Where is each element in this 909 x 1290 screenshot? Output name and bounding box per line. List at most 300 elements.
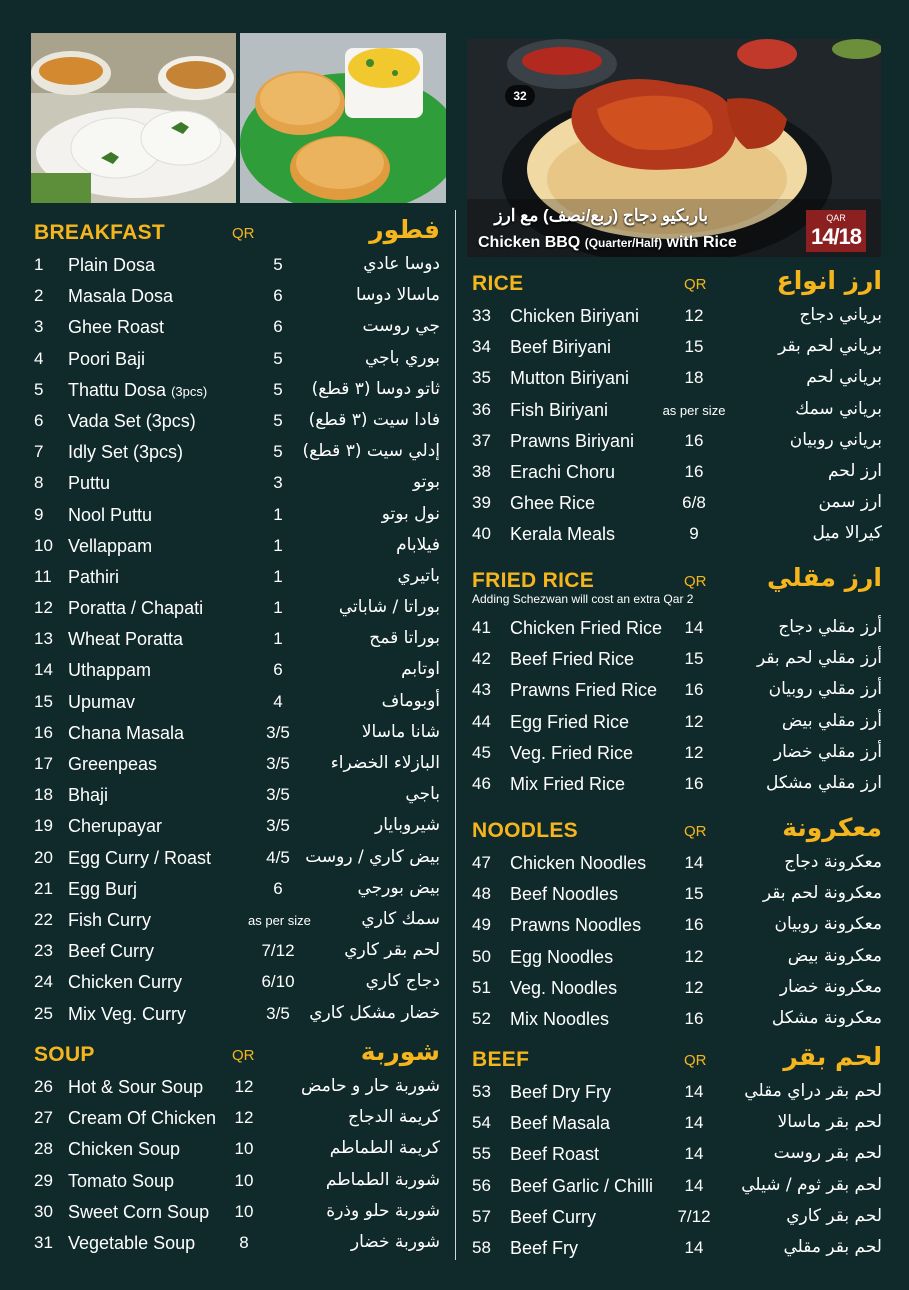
item-number: 24 — [34, 972, 53, 992]
item-name-ar: لحم بقر كاري — [786, 1205, 882, 1226]
menu-item — [472, 1138, 882, 1169]
featured-number-badge: 32 — [505, 85, 535, 107]
item-name-text: Tomato Soup — [68, 1170, 175, 1191]
item-name-text: Chicken Curry — [68, 972, 183, 993]
menu-item — [472, 674, 882, 705]
menu-item — [34, 966, 440, 997]
item-number: 31 — [34, 1232, 53, 1252]
menu-item — [34, 467, 440, 498]
item-name-text: Thattu Dosa — [68, 379, 167, 400]
item-name-text: Beef Fry — [510, 1237, 579, 1258]
item-name-text: Bhaji — [68, 785, 109, 806]
menu-item — [34, 561, 440, 592]
item-name — [510, 618, 662, 639]
menu-item — [472, 643, 882, 674]
item-price: 5 — [273, 442, 283, 462]
item-number: 50 — [472, 946, 491, 966]
item-number: 8 — [34, 473, 44, 493]
menu-item — [34, 374, 440, 405]
item-name-text: Cherupayar — [68, 816, 163, 837]
menu-item — [472, 1003, 882, 1034]
item-name-ar: برياني لحم بقر — [778, 336, 882, 357]
item-name-text: Prawns Fried Rice — [510, 680, 658, 701]
section-header — [472, 1042, 882, 1076]
item-name — [68, 941, 154, 962]
item-name-ar: معكرونة خضار — [779, 976, 882, 997]
item-name — [68, 255, 155, 276]
section-title-ar: فطور — [369, 215, 440, 244]
item-name-ar: باتيري — [397, 565, 440, 586]
item-name — [510, 337, 611, 358]
menu-items — [472, 847, 882, 1034]
item-name-text: Ghee Rice — [510, 493, 596, 514]
menu-item — [472, 425, 882, 456]
idly-sambar-photo — [31, 33, 236, 203]
item-name-ar: شوربة حلو وذرة — [326, 1200, 440, 1221]
item-price: 16 — [684, 915, 704, 935]
item-price: 5 — [273, 348, 283, 368]
item-name-text: Veg. Noodles — [510, 977, 618, 998]
menu-item — [34, 1227, 440, 1258]
item-number: 29 — [34, 1170, 53, 1190]
item-name-text: Beef Fried Rice — [510, 649, 635, 670]
item-name-text: Masala Dosa — [68, 286, 174, 307]
item-name-ar: دوسا عادي — [363, 254, 440, 274]
section-header — [472, 266, 882, 300]
item-price: 12 — [684, 977, 704, 997]
item-price: 6/8 — [682, 493, 706, 513]
menu-item — [472, 1170, 882, 1201]
item-name-text: Idly Set (3pcs) — [68, 442, 184, 463]
schezwan-note: Adding Schezwan will cost an extra Qar 2 — [472, 592, 694, 606]
item-name — [68, 754, 157, 775]
item-name-ar: شوربة خضار — [350, 1231, 440, 1252]
item-name — [510, 743, 633, 764]
item-name — [68, 972, 182, 993]
menu-item — [472, 847, 882, 878]
item-number: 25 — [34, 1003, 53, 1023]
item-name-text: Beef Noodles — [510, 884, 619, 905]
item-name — [510, 1082, 611, 1103]
item-price: 6 — [273, 286, 283, 306]
menu-item — [34, 343, 440, 374]
item-number: 42 — [472, 649, 491, 669]
item-number: 52 — [472, 1008, 491, 1028]
menu-item — [34, 654, 440, 685]
item-name-text: Mix Fried Rice — [510, 773, 626, 794]
item-price: 12 — [234, 1077, 254, 1096]
section-title-en: FRIED RICE — [472, 569, 595, 592]
section-header — [472, 813, 882, 847]
section-title-ar: ارز مقلي — [766, 563, 882, 592]
item-price: 16 — [684, 1008, 704, 1028]
item-name-ar: برياني دجاج — [799, 305, 882, 325]
menu-item — [472, 972, 882, 1003]
item-number: 9 — [34, 504, 44, 524]
menu-item — [472, 1232, 882, 1263]
item-number: 19 — [34, 816, 53, 836]
item-name-text: Upumav — [68, 691, 136, 712]
featured-title-ar: باربكيو دجاج (ربع/نصف) مع ارز — [494, 206, 708, 225]
item-name-ar: لحم بقر ماسالا — [777, 1112, 882, 1133]
item-name-ar: ارز سمن — [818, 492, 882, 513]
item-price: 9 — [689, 524, 699, 544]
item-name — [510, 680, 657, 701]
item-number: 18 — [34, 785, 53, 805]
menu-item — [34, 842, 440, 873]
item-name-text: Chicken Soup — [68, 1139, 181, 1160]
item-name-ar: بوري باجي — [364, 347, 440, 368]
section-breakfast — [34, 215, 440, 1029]
item-name — [68, 1139, 180, 1160]
item-number: 45 — [472, 742, 491, 762]
item-name-text: Chicken Fried Rice — [510, 618, 663, 638]
item-name — [68, 598, 203, 619]
item-price: 12 — [234, 1108, 254, 1128]
item-price: 8 — [239, 1232, 249, 1252]
menu-item — [472, 331, 882, 362]
item-price: 6 — [273, 878, 283, 898]
item-name — [68, 723, 184, 744]
item-price: 3/5 — [266, 1003, 290, 1023]
menu-item — [472, 941, 882, 972]
item-price: 15 — [684, 884, 704, 904]
item-price: 6 — [273, 317, 283, 337]
menu-item — [472, 518, 882, 549]
item-name — [68, 567, 119, 588]
item-number: 16 — [34, 722, 53, 742]
item-price: 1 — [273, 598, 283, 618]
menu-item — [34, 499, 440, 530]
item-price: as per size — [662, 402, 726, 418]
item-name-text: Uthappam — [68, 660, 152, 681]
item-number: 48 — [472, 884, 491, 904]
item-name-ar: كيرالا ميل — [812, 523, 882, 544]
item-price: 14 — [684, 1237, 704, 1257]
item-number: 58 — [472, 1237, 491, 1257]
menu-items — [34, 249, 440, 1029]
menu-items — [472, 1076, 882, 1263]
featured-title-en-size: (Quarter/Half) — [584, 236, 663, 250]
item-number: 33 — [472, 306, 491, 325]
menu-item — [472, 487, 882, 518]
item-name — [68, 1171, 174, 1192]
menu-item — [34, 748, 440, 779]
item-number: 44 — [472, 711, 491, 731]
menu-item — [472, 362, 882, 393]
section-qr-label: QR — [684, 276, 707, 293]
item-name-ar: أرز مقلي لحم بقر — [756, 648, 882, 669]
item-price: 3/5 — [266, 722, 290, 742]
item-name-text: Plain Dosa — [68, 255, 156, 275]
menu-items — [34, 1071, 440, 1258]
item-name-ar: شانا ماسالا — [361, 721, 440, 742]
item-price: 1 — [273, 504, 283, 524]
item-name-text: Hot & Sour Soup — [68, 1077, 204, 1097]
item-number: 39 — [472, 493, 491, 513]
item-name — [68, 816, 162, 837]
menu-item — [34, 1196, 440, 1227]
item-price: 14 — [684, 1175, 704, 1195]
item-number: 4 — [34, 348, 44, 368]
item-price: 16 — [684, 430, 704, 450]
item-name-text: Nool Puttu — [68, 504, 153, 525]
item-name-text: Mix Noodles — [510, 1008, 610, 1029]
item-name — [68, 317, 164, 338]
item-name — [510, 978, 617, 999]
item-name-ar: بوراتا قمح — [369, 628, 440, 649]
item-number: 10 — [34, 535, 53, 555]
item-price: 12 — [684, 306, 704, 325]
menu-item — [472, 768, 882, 799]
menu-item — [472, 1107, 882, 1138]
item-price: 3/5 — [266, 785, 290, 805]
item-price: 6 — [273, 660, 283, 680]
item-name — [510, 1144, 599, 1165]
item-name-text: Fish Biriyani — [510, 399, 609, 420]
item-price: 12 — [684, 711, 704, 731]
item-name-ar: لحم بقر مقلي — [783, 1236, 882, 1257]
item-name-ar: معكرونة بيض — [787, 945, 882, 966]
item-price: 10 — [234, 1170, 254, 1190]
item-price: 3 — [273, 473, 283, 493]
item-price: 12 — [684, 742, 704, 762]
item-name — [68, 1077, 203, 1098]
featured-price: 14/18 — [810, 224, 862, 249]
item-number: 20 — [34, 847, 53, 867]
item-name-text: Puttu — [68, 473, 111, 494]
menu-item — [34, 686, 440, 717]
menu-item — [472, 456, 882, 487]
column-divider — [455, 210, 456, 1260]
menu-item — [34, 1133, 440, 1164]
item-price: 14 — [684, 1082, 704, 1101]
item-number: 27 — [34, 1108, 53, 1128]
item-name-ar: ارز مقلي مشكل — [766, 772, 882, 793]
item-number: 40 — [472, 524, 491, 544]
menu-item — [472, 300, 882, 331]
item-number: 15 — [34, 691, 53, 711]
section-qr-label: QR — [684, 1052, 707, 1069]
item-name — [68, 286, 173, 307]
item-name-ar: خضار مشكل كاري — [309, 1002, 440, 1023]
section-title-en: RICE — [472, 272, 524, 295]
item-name — [68, 536, 152, 557]
item-price: 14 — [684, 853, 704, 872]
menu-items — [472, 612, 882, 799]
item-name — [68, 349, 145, 370]
item-name — [510, 524, 615, 545]
menu-item — [472, 612, 882, 643]
item-price: 5 — [273, 255, 283, 274]
item-price: 15 — [684, 337, 704, 357]
item-number: 6 — [34, 410, 44, 430]
item-name-text: Veg. Fried Rice — [510, 742, 634, 763]
item-number: 51 — [472, 977, 491, 997]
item-name — [68, 442, 183, 463]
item-name — [68, 660, 151, 681]
featured-title-en-suffix: with Rice — [666, 234, 737, 251]
item-name-text: Egg Curry / Roast — [68, 847, 212, 868]
item-number: 38 — [472, 461, 491, 481]
item-number: 41 — [472, 618, 491, 637]
menu-item — [34, 998, 440, 1029]
item-name — [68, 910, 151, 931]
section-title-en: BREAKFAST — [34, 221, 166, 244]
item-name — [510, 712, 629, 733]
menu-item — [472, 1201, 882, 1232]
item-name — [68, 1233, 195, 1254]
item-name-text: Egg Burj — [68, 878, 138, 899]
item-name — [510, 884, 618, 905]
section-title-ar: لحم بقر — [783, 1042, 882, 1071]
section-header — [472, 563, 882, 597]
item-name — [510, 1113, 610, 1134]
item-name-text: Kerala Meals — [510, 524, 616, 545]
item-number: 11 — [34, 566, 52, 586]
menu-item — [34, 405, 440, 436]
item-name-text: Chicken Noodles — [510, 853, 647, 873]
item-name-ar: أرز مقلي روبيان — [768, 679, 882, 700]
item-name-ar: شيروبايار — [375, 815, 440, 836]
section-title-en: NOODLES — [472, 819, 578, 842]
item-name-text: Cream Of Chicken — [68, 1108, 217, 1129]
item-name — [68, 848, 211, 869]
item-name-text: Beef Biriyani — [510, 337, 612, 358]
item-price: 10 — [234, 1201, 254, 1221]
item-price: 16 — [684, 461, 704, 481]
section-title-ar: شوربة — [360, 1037, 440, 1066]
item-number: 53 — [472, 1082, 491, 1101]
menu-item — [472, 909, 882, 940]
item-number: 14 — [34, 660, 53, 680]
item-name — [510, 431, 634, 452]
item-name-ar: لحم بقر دراي مقلي — [744, 1081, 882, 1101]
item-name — [510, 1176, 653, 1197]
item-price: 7/12 — [261, 941, 295, 961]
item-name-ar: برياني لحم — [806, 367, 882, 388]
item-price: 1 — [273, 535, 283, 555]
section-qr-label: QR — [684, 823, 707, 840]
item-name-ar: كريمة الدجاج — [347, 1107, 440, 1128]
section-qr-label: QR — [684, 573, 707, 590]
item-number: 36 — [472, 399, 491, 419]
menu-item — [34, 1071, 440, 1102]
item-price: 1 — [273, 566, 283, 586]
section-beef — [472, 1042, 882, 1263]
item-name-ar: بوراتا / شاباتي — [338, 597, 440, 618]
item-name-ar: فيلابام — [396, 534, 440, 555]
item-name-text: Mutton Biriyani — [510, 368, 630, 389]
item-name — [510, 1207, 596, 1228]
item-number: 57 — [472, 1206, 491, 1226]
item-price: 12 — [684, 946, 704, 966]
item-name — [510, 853, 646, 874]
featured-title-en — [478, 234, 737, 252]
item-name — [510, 649, 634, 670]
item-name-text: Poori Baji — [68, 348, 146, 369]
menu-item — [34, 592, 440, 623]
item-name — [68, 505, 152, 526]
item-number: 30 — [34, 1201, 53, 1221]
item-price: 14 — [684, 618, 704, 637]
item-name-ar: نول بوتو — [381, 503, 440, 524]
menu-item — [34, 779, 440, 810]
item-name-text: Poratta / Chapati — [68, 598, 204, 619]
item-name — [68, 473, 110, 494]
item-name-ar: معكرونة دجاج — [784, 852, 882, 872]
item-name-text: Fish Curry — [68, 909, 152, 930]
item-name — [68, 629, 183, 650]
item-name — [68, 1108, 216, 1129]
item-name-ar: معكرونة روبيان — [774, 914, 882, 935]
section-soup — [34, 1037, 440, 1258]
item-name-text: Beef Masala — [510, 1113, 611, 1134]
item-name-text: Pathiri — [68, 566, 120, 587]
menu-item — [472, 1076, 882, 1107]
item-number: 35 — [472, 368, 491, 388]
item-price: 14 — [684, 1113, 704, 1133]
item-name-ar: جي روست — [362, 316, 440, 337]
item-price: 3/5 — [266, 754, 290, 773]
item-number: 2 — [34, 286, 44, 306]
item-price: 5 — [273, 379, 283, 399]
menu-item — [34, 810, 440, 841]
item-name — [510, 400, 608, 421]
item-name-ar: برياني روبيان — [789, 429, 882, 450]
section-title-ar: معكرونة — [782, 813, 882, 842]
item-number: 28 — [34, 1139, 53, 1159]
section-qr-label: QR — [232, 1047, 255, 1064]
item-name — [510, 947, 613, 968]
item-price: 1 — [273, 629, 283, 649]
item-name — [510, 1009, 609, 1030]
section-qr-label: QR — [232, 225, 255, 242]
poori-baji-photo — [240, 33, 446, 203]
section-header — [34, 215, 440, 249]
item-number: 34 — [472, 337, 491, 357]
item-price: 4/5 — [266, 847, 290, 867]
menu-item — [472, 878, 882, 909]
item-name — [68, 380, 207, 401]
item-number: 46 — [472, 773, 491, 793]
item-price: 10 — [234, 1139, 254, 1159]
item-name-text: Ghee Roast — [68, 317, 165, 338]
item-number: 7 — [34, 442, 44, 462]
item-name — [68, 411, 196, 432]
item-name-text: Egg Fried Rice — [510, 711, 630, 732]
item-name-text: Vada Set (3pcs) — [68, 410, 196, 431]
featured-price-tag — [806, 210, 866, 252]
item-number: 49 — [472, 915, 491, 935]
item-number: 47 — [472, 853, 491, 872]
menu-item — [34, 1165, 440, 1196]
menu-item — [34, 280, 440, 311]
menu-item — [34, 311, 440, 342]
item-name-text: Beef Curry — [510, 1206, 597, 1227]
menu-item — [472, 394, 882, 425]
menu-item — [34, 1102, 440, 1133]
item-number: 3 — [34, 317, 44, 337]
item-name-ar: شوربة حار و حامض — [300, 1076, 440, 1096]
item-name-ar: برياني سمك — [795, 398, 882, 419]
item-name — [510, 915, 641, 936]
item-name — [68, 785, 108, 806]
item-name — [510, 493, 595, 514]
item-name-ar: معكرونة مشكل — [771, 1007, 882, 1028]
item-name-ar: أوبوماف — [381, 690, 440, 711]
item-number: 21 — [34, 878, 53, 898]
